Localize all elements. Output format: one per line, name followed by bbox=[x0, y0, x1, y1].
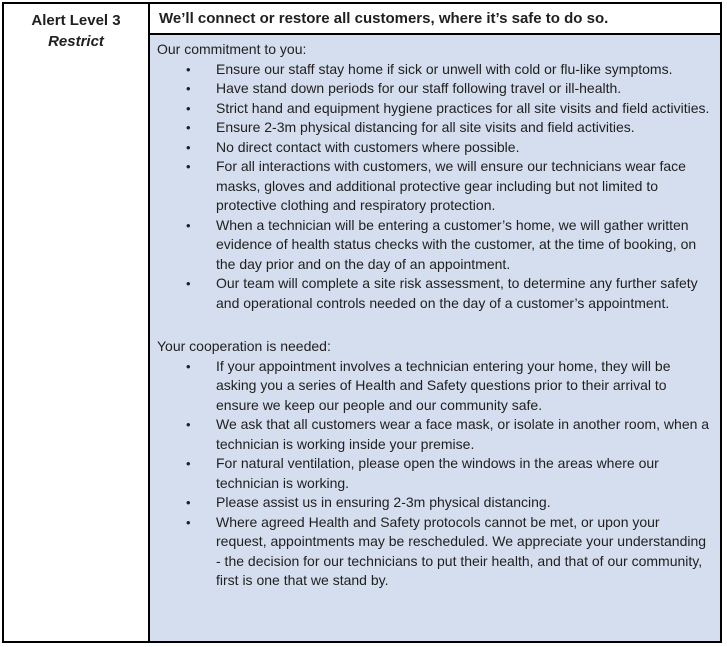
bullet-item bbox=[157, 493, 712, 513]
bullet-item bbox=[157, 99, 712, 119]
bullet-icon: • bbox=[186, 120, 191, 135]
section-intro: Your cooperation is needed: bbox=[157, 338, 331, 354]
bullet-item bbox=[157, 513, 712, 591]
bullet-item bbox=[157, 274, 712, 313]
bullet-item bbox=[157, 216, 712, 275]
commitment-section bbox=[157, 40, 712, 313]
bullet-icon: • bbox=[186, 100, 191, 116]
bullet-icon: • bbox=[186, 81, 191, 96]
bullet-text: Ensure 2-3m physical distancing for all site visits and field activities. bbox=[216, 119, 635, 135]
bullet-text: Our team will complete a site risk assessment, to determine any further safety and operational controls needed on the day of a customer’s appointment. bbox=[216, 275, 698, 311]
table-header: We’ll connect or restore all customers, where it’s safe to do so. bbox=[150, 4, 720, 35]
bullet-icon: • bbox=[186, 139, 191, 155]
bullet-text: For natural ventilation, please open the windows in the areas where our technician is working. bbox=[216, 455, 659, 491]
bullet-item bbox=[157, 60, 712, 80]
bullet-item bbox=[157, 118, 712, 138]
bullet-icon: • bbox=[186, 358, 191, 374]
bullet-icon: • bbox=[186, 61, 191, 77]
bullet-text: Where agreed Health and Safety protocols cannot be met, or upon your request, appointments may be rescheduled. We appreciate your understanding - the decision for our technicians to put their health, and that of our community, first is one that we stand by. bbox=[216, 513, 707, 588]
alert-level-cell bbox=[4, 4, 150, 641]
bullet-item bbox=[157, 157, 712, 216]
bullet-icon: • bbox=[186, 514, 191, 530]
bullet-text: Strict hand and equipment hygiene practices for all site visits and field activities. bbox=[216, 99, 710, 116]
alert-level-subtitle: Restrict bbox=[48, 33, 104, 50]
bullet-text: No direct contact with customers where possible. bbox=[216, 138, 520, 155]
bullet-text: Have stand down periods for our staff following travel or ill-health. bbox=[216, 80, 622, 96]
bullet-item bbox=[157, 454, 712, 493]
content-area bbox=[150, 35, 720, 641]
bullet-text: Please assist us in ensuring 2-3m physical distancing. bbox=[216, 494, 551, 510]
bullet-text: Ensure our staff stay home if sick or unwell with cold or flu-like symptoms. bbox=[216, 60, 673, 77]
bullet-icon: • bbox=[186, 276, 191, 291]
alert-level-table bbox=[2, 2, 722, 643]
bullet-item bbox=[157, 415, 712, 454]
bullet-item bbox=[157, 138, 712, 158]
bullet-text: We ask that all customers wear a face mask, or isolate in another room, when a technician is working inside your premise. bbox=[216, 416, 710, 452]
bullet-text: When a technician will be entering a customer’s home, we will gather written evidence of health status checks with the customer, at the time of booking, on the day prior and on the day of an appointment. bbox=[216, 216, 697, 272]
alert-details-cell bbox=[150, 4, 720, 641]
bullet-item bbox=[157, 79, 712, 99]
bullet-icon: • bbox=[186, 217, 191, 233]
cooperation-section bbox=[157, 337, 712, 591]
alert-level-title: Alert Level 3 bbox=[31, 12, 121, 29]
bullet-item bbox=[157, 357, 712, 416]
bullet-text: For all interactions with customers, we will ensure our technicians wear face masks, gloves and additional protective gear including but not limited to protective clothing and respiratory protection. bbox=[216, 158, 686, 213]
bullet-text: If your appointment involves a technician entering your home, they will be asking you a series of Health and Safety questions prior to their arrival to ensure we keep our people and our community safe. bbox=[216, 357, 671, 413]
bullet-icon: • bbox=[186, 159, 191, 174]
bullet-icon: • bbox=[186, 417, 191, 432]
section-intro: Our commitment to you: bbox=[157, 41, 307, 57]
bullet-icon: • bbox=[186, 495, 191, 510]
bullet-icon: • bbox=[186, 456, 191, 471]
